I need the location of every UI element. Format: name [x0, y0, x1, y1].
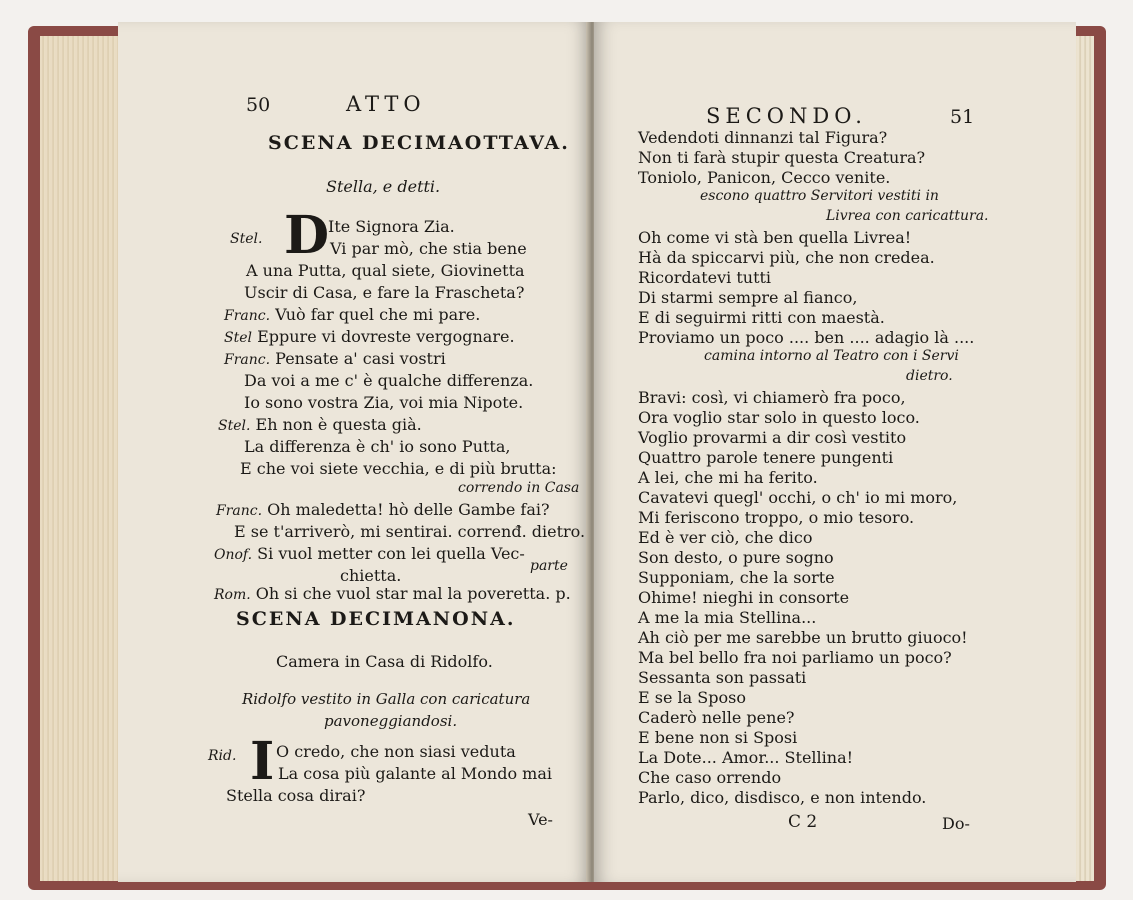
verse-line: chietta.	[340, 566, 402, 585]
stage-direction: correndo in Casa	[458, 480, 580, 496]
verse-line: La Dote... Amor... Stellina!	[638, 748, 854, 767]
right-page	[594, 22, 1076, 882]
stage-direction: Ridolfo vestito in Galla con caricatura	[242, 690, 531, 708]
verse-line: E se t'arriverò, mi sentirai. correnđ. dietro.	[234, 522, 586, 541]
verse-line: Stel. Eh non è questa già.	[218, 415, 422, 434]
verse-line: Da voi a me c' è qualche differenza.	[244, 371, 534, 390]
scene-title: SCENA DECIMANONA.	[236, 608, 516, 630]
verse-line: Rom. Oh si che vuol star mal la poveretta. p.	[214, 584, 571, 603]
scene-setting: Camera in Casa di Ridolfo.	[276, 652, 493, 671]
verse-line: A lei, che mi ha ferito.	[638, 468, 818, 487]
verse-line: Vedendoti dinnanzi tal Figura?	[638, 128, 888, 147]
verse-line: Caderò nelle pene?	[638, 708, 795, 727]
verse-line: E se la Sposo	[638, 688, 746, 707]
page-number: 51	[950, 106, 975, 128]
verse-line: Quattro parole tenere pungenti	[638, 448, 894, 467]
drop-cap: D	[284, 205, 330, 266]
verse-line: La cosa più galante al Mondo mai	[278, 764, 553, 783]
running-head: SECONDO.	[706, 104, 867, 128]
signature-mark: C 2	[788, 812, 818, 832]
verse-line: Oh come vi stà ben quella Livrea!	[638, 228, 912, 247]
catchword: Ve-	[528, 810, 553, 829]
verse-line: O credo, che non siasi veduta	[276, 742, 516, 761]
verse-line: A una Putta, qual siete, Giovinetta	[246, 261, 525, 280]
verse-line: Ah ciò per me sarebbe un brutto giuoco!	[638, 628, 968, 647]
scene-subtitle: Stella, e detti.	[326, 177, 441, 196]
running-head: ATTO	[346, 92, 426, 116]
verse-line: Sessanta son passati	[638, 668, 807, 687]
verse-line: Di starmi sempre al fianco,	[638, 288, 858, 307]
verse-line: Voglio provarmi a dir così vestito	[638, 428, 907, 447]
verse-line: Uscir di Casa, e fare la Frascheta?	[244, 283, 525, 302]
scene-title: SCENA DECIMAOTTAVA.	[268, 132, 570, 154]
verse-line: Toniolo, Panicon, Cecco venite.	[638, 168, 891, 187]
left-page	[118, 22, 590, 882]
verse-line: Vi par mò, che stia bene	[330, 239, 527, 258]
verse-line: Supponiam, che la sorte	[638, 568, 835, 587]
verse-line: Stel Eppure vi dovreste vergognare.	[224, 327, 515, 346]
verse-line: Stel.	[230, 231, 263, 247]
verse-line: Ma bel bello fra noi parliamo un poco?	[638, 648, 952, 667]
stage-direction: escono quattro Servitori vestiti in	[700, 188, 939, 204]
verse-line: Ricordatevi tutti	[638, 268, 772, 287]
verse-line: Ite Signora Zia.	[328, 217, 455, 236]
stage-direction: parte	[530, 558, 568, 574]
stage-direction: Livrea con caricattura.	[826, 208, 989, 224]
verse-line: La differenza è ch' io sono Putta,	[244, 437, 511, 456]
verse-line: Son desto, o pure sogno	[638, 548, 834, 567]
verse-line: A me la mia Stellina...	[638, 608, 817, 627]
verse-line: Ed è ver ciò, che dico	[638, 528, 813, 547]
verse-line: Non ti farà stupir questa Creatura?	[638, 148, 926, 167]
stage-direction: camina intorno al Teatro con i Servi	[704, 348, 959, 364]
page-number: 50	[246, 94, 271, 116]
drop-cap: I	[250, 731, 275, 792]
verse-line: Franc. Vuò far quel che mi pare.	[224, 305, 481, 324]
verse-line: Che caso orrendo	[638, 768, 782, 787]
verse-line: Parlo, dico, disdisco, e non intendo.	[638, 788, 927, 807]
speaker-name: Rid.	[208, 748, 237, 764]
stage-direction: pavoneggiandosi.	[324, 712, 458, 730]
verse-line: Franc. Pensate a' casi vostri	[224, 349, 446, 368]
verse-line: Io sono vostra Zia, voi mia Nipote.	[244, 393, 524, 412]
verse-line: Ohime! nieghi in consorte	[638, 588, 850, 607]
verse-line: E di seguirmi ritti con maestà.	[638, 308, 885, 327]
catchword: Do-	[942, 814, 970, 833]
verse-line: E che voi siete vecchia, e di più brutta:	[240, 459, 557, 478]
verse-line: Franc. Oh maledetta! hò delle Gambe fai?	[216, 500, 550, 519]
verse-line: Cavatevi quegl' occhi, o ch' io mi moro,	[638, 488, 958, 507]
verse-line: Mi feriscono troppo, o mio tesoro.	[638, 508, 915, 527]
stage-direction: dietro.	[906, 368, 953, 384]
verse-line: Onof. Si vuol metter con lei quella Vec-	[214, 544, 525, 563]
verse-line: Ora voglio star solo in questo loco.	[638, 408, 920, 427]
verse-line: Proviamo un poco .... ben .... adagio là ....	[638, 328, 975, 347]
verse-line: Stella cosa dirai?	[226, 786, 366, 805]
verse-line: Hà da spiccarvi più, che non credea.	[638, 248, 935, 267]
verse-line: E bene non si Sposi	[638, 728, 798, 747]
verse-line: Bravi: così, vi chiamerò fra poco,	[638, 388, 906, 407]
